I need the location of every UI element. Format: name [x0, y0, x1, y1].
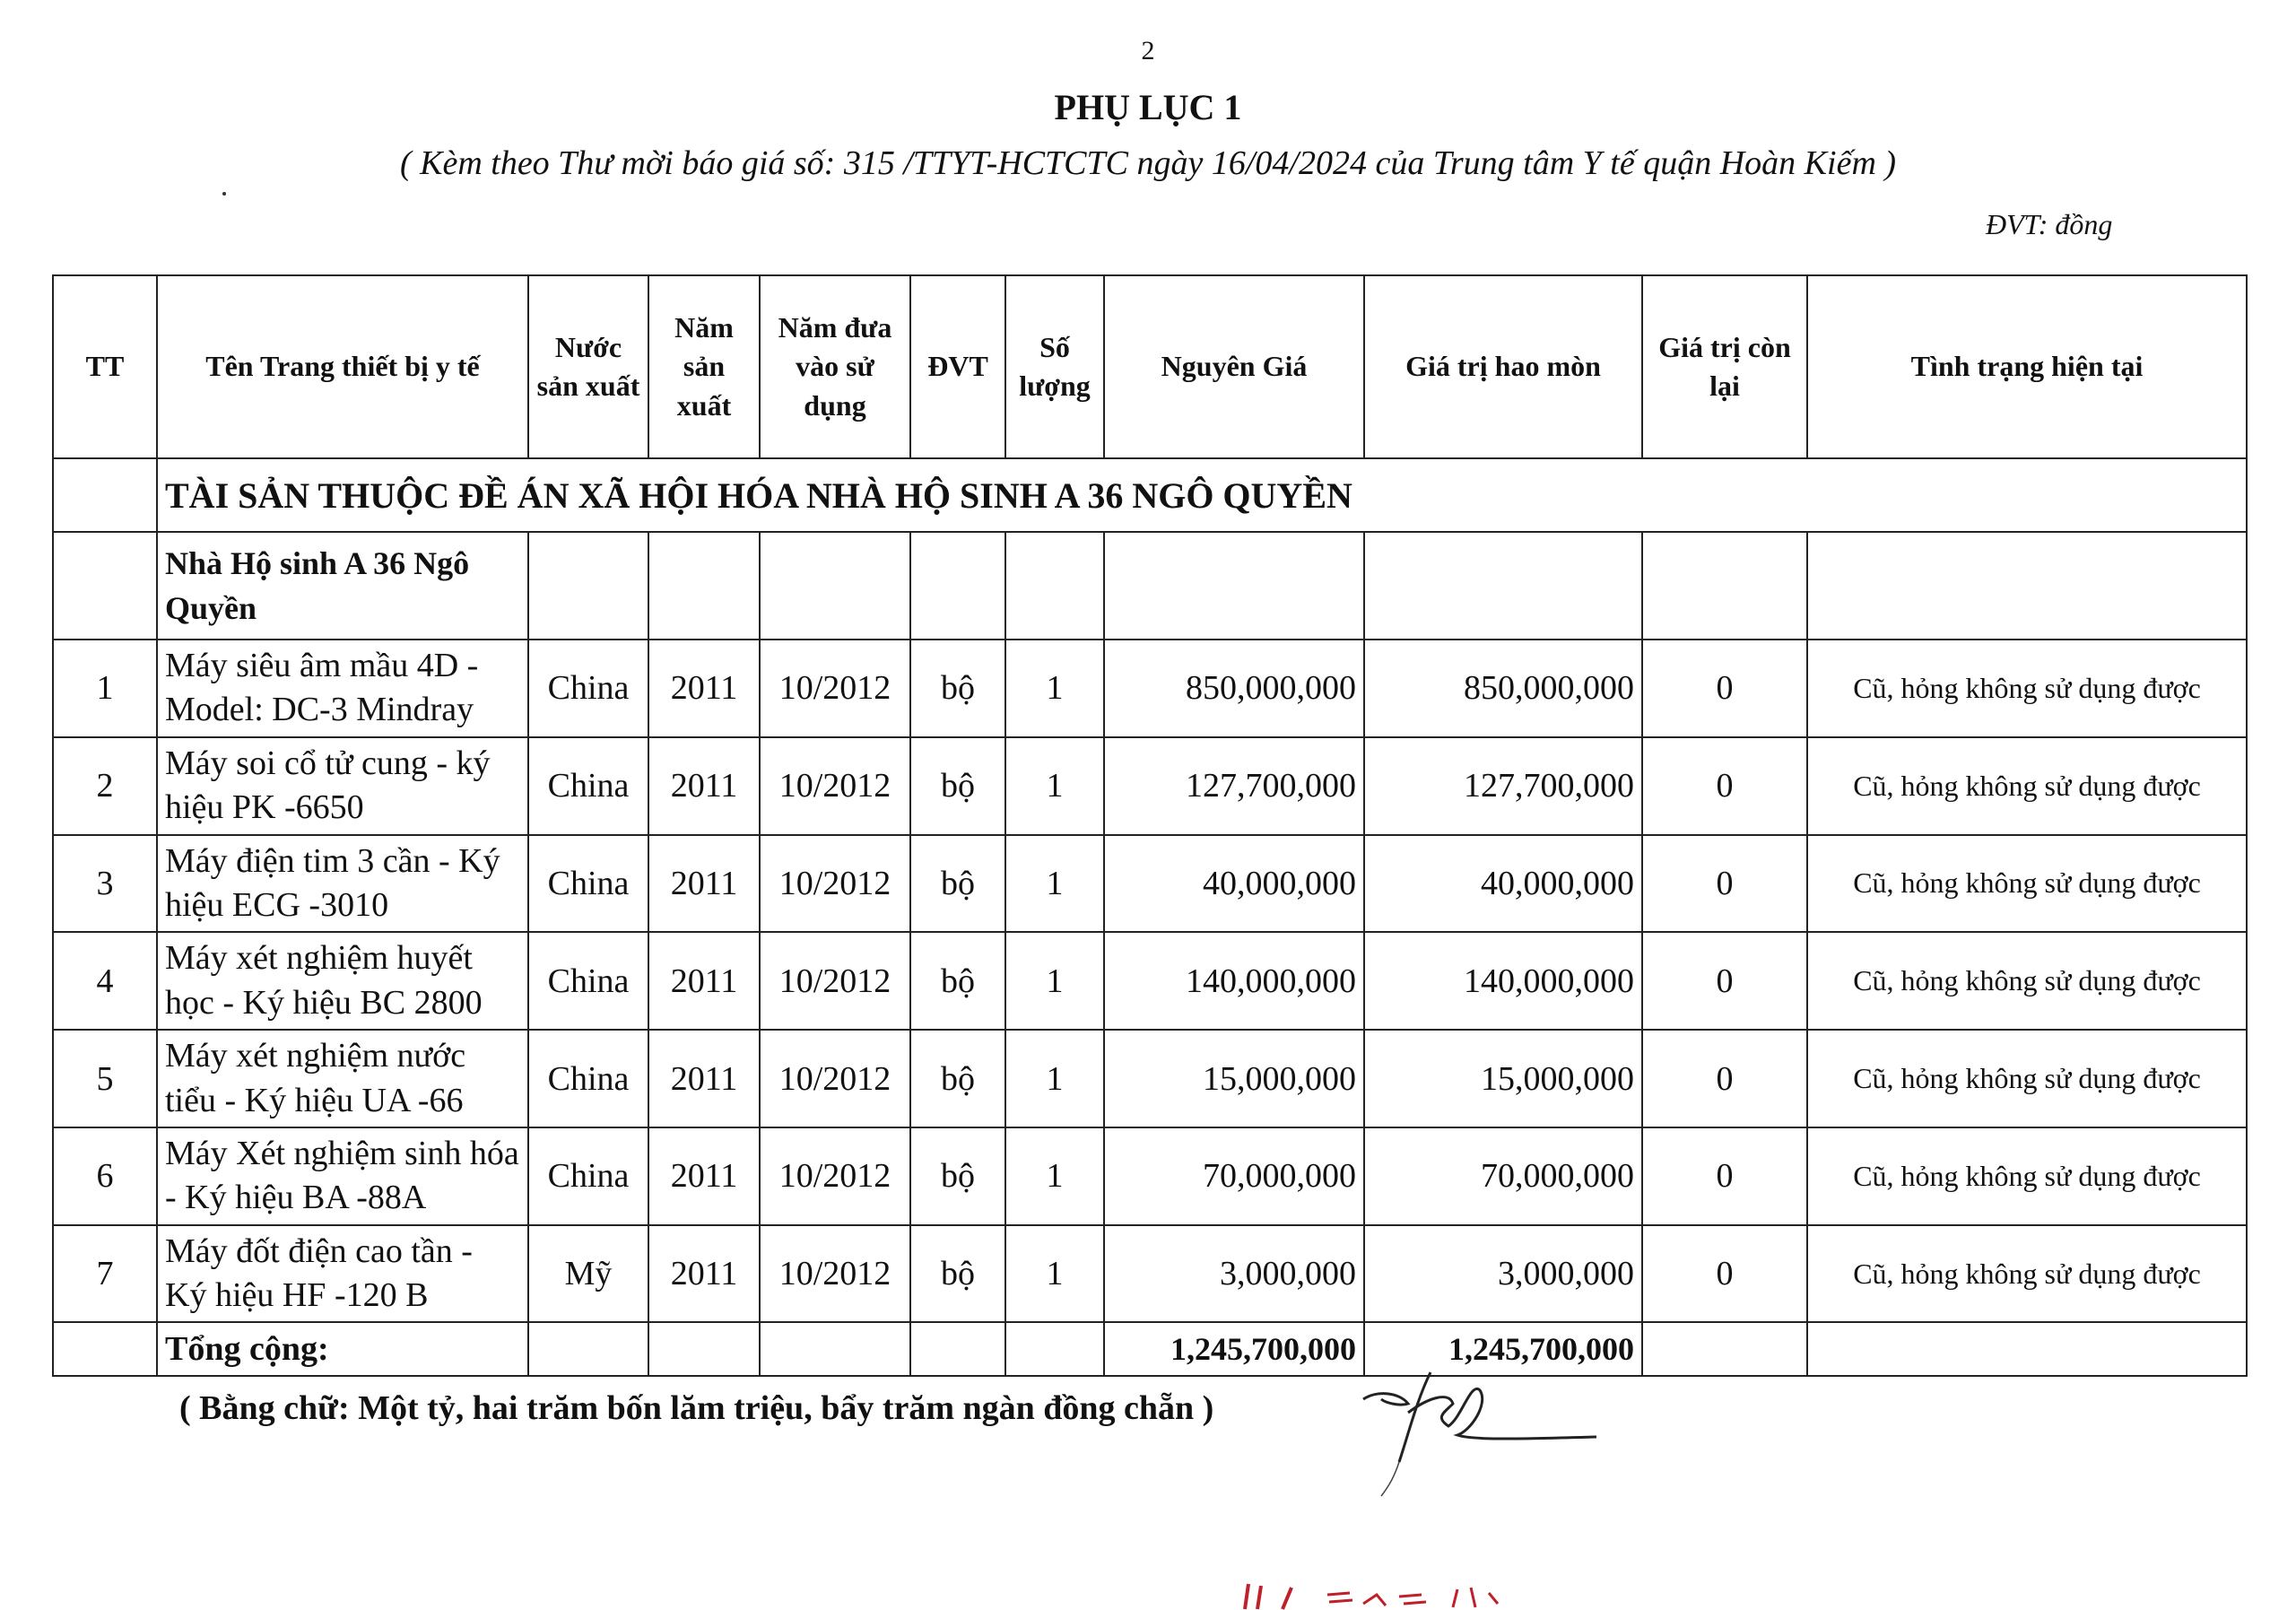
group-title: Nhà Hộ sinh A 36 Ngô Quyền: [157, 532, 528, 640]
cell-status: Cũ, hỏng không sử dụng được: [1807, 1030, 2247, 1127]
cell-status: Cũ, hỏng không sử dụng được: [1807, 932, 2247, 1030]
header-tt: TT: [53, 275, 157, 458]
cell-tt: 7: [53, 1225, 157, 1323]
cell-name: Máy xét nghiệm nước tiểu - Ký hiệu UA -66: [157, 1030, 528, 1127]
table-row: [53, 640, 2247, 737]
document-subtitle: ( Kèm theo Thư mời báo giá số: 315 /TTYT-HCTCTC ngày 16/04/2024 của Trung tâm Y tế quận Hoàn Kiếm ): [399, 144, 1897, 182]
cell-origin: China: [528, 932, 648, 1030]
header-year-made: Năm sản xuất: [648, 275, 760, 458]
table-row: [53, 737, 2247, 835]
cell-origin: China: [528, 737, 648, 835]
cell-remaining: 0: [1642, 1225, 1807, 1323]
cell-year-used: 10/2012: [760, 835, 910, 933]
section-row: [53, 458, 2247, 532]
cell-origin: China: [528, 1127, 648, 1225]
cell-depreciation: 3,000,000: [1364, 1225, 1642, 1323]
header-remaining: Giá trị còn lại: [1642, 275, 1807, 458]
handwritten-signature: [1345, 1363, 1614, 1498]
cell-year-made: 2011: [648, 1030, 760, 1127]
cell-unit: bộ: [910, 737, 1005, 835]
header-original-price: Nguyên Giá: [1104, 275, 1364, 458]
cell-qty: 1: [1005, 1225, 1104, 1323]
cell-remaining: 0: [1642, 640, 1807, 737]
header-depreciation: Giá trị hao mòn: [1364, 275, 1642, 458]
asset-table: [52, 274, 2248, 1377]
cell-name: Máy điện tim 3 cần - Ký hiệu ECG -3010: [157, 835, 528, 933]
cell-tt: 5: [53, 1030, 157, 1127]
cell-original-price: 15,000,000: [1104, 1030, 1364, 1127]
cell-year-made: 2011: [648, 932, 760, 1030]
cell-name: Máy xét nghiệm huyết học - Ký hiệu BC 2800: [157, 932, 528, 1030]
cell-original-price: 850,000,000: [1104, 640, 1364, 737]
cell-year-made: 2011: [648, 640, 760, 737]
cell-original-price: 127,700,000: [1104, 737, 1364, 835]
cell-depreciation: 850,000,000: [1364, 640, 1642, 737]
cell-year-used: 10/2012: [760, 932, 910, 1030]
header-unit: ĐVT: [910, 275, 1005, 458]
cell-tt: 2: [53, 737, 157, 835]
section-empty-cell: [53, 458, 157, 532]
cell-name: Máy đốt điện cao tần - Ký hiệu HF -120 B: [157, 1225, 528, 1323]
table-row: [53, 1127, 2247, 1225]
table-header-row: [53, 275, 2247, 458]
table-row: [53, 932, 2247, 1030]
cell-remaining: 0: [1642, 737, 1807, 835]
cell-origin: Mỹ: [528, 1225, 648, 1323]
cell-tt: 6: [53, 1127, 157, 1225]
amount-in-words: ( Bằng chữ: Một tỷ, hai trăm bốn lăm triệu, bẩy trăm ngàn đồng chẵn ): [179, 1389, 1214, 1427]
cell-unit: bộ: [910, 835, 1005, 933]
cell-remaining: 0: [1642, 1030, 1807, 1127]
cell-tt: 3: [53, 835, 157, 933]
cell-year-made: 2011: [648, 737, 760, 835]
cell-remaining: 0: [1642, 932, 1807, 1030]
table-row: [53, 1225, 2247, 1323]
header-status: Tình trạng hiện tại: [1807, 275, 2247, 458]
appendix-title: PHỤ LỤC 1: [1054, 87, 1242, 127]
cell-tt: 1: [53, 640, 157, 737]
cell-origin: China: [528, 835, 648, 933]
cell-status: Cũ, hỏng không sử dụng được: [1807, 640, 2247, 737]
cell-year-used: 10/2012: [760, 737, 910, 835]
cell-unit: bộ: [910, 1030, 1005, 1127]
red-stamp-mark: [1229, 1577, 1516, 1610]
cell-name: Máy Xét nghiệm sinh hóa - Ký hiệu BA -88A: [157, 1127, 528, 1225]
cell-qty: 1: [1005, 932, 1104, 1030]
page-number: 2: [1141, 36, 1155, 65]
cell-qty: 1: [1005, 1030, 1104, 1127]
cell-origin: China: [528, 640, 648, 737]
group-row: [53, 532, 2247, 640]
header-name: Tên Trang thiết bị y tế: [157, 275, 528, 458]
currency-unit-label: ĐVT: đồng: [1986, 208, 2113, 240]
cell-name: Máy siêu âm mầu 4D - Model: DC-3 Mindray: [157, 640, 528, 737]
cell-qty: 1: [1005, 835, 1104, 933]
cell-year-made: 2011: [648, 835, 760, 933]
cell-status: Cũ, hỏng không sử dụng được: [1807, 737, 2247, 835]
total-row: [53, 1322, 2247, 1376]
cell-remaining: 0: [1642, 835, 1807, 933]
table-row: [53, 1030, 2247, 1127]
total-label: Tổng cộng:: [157, 1322, 528, 1376]
cell-year-made: 2011: [648, 1127, 760, 1225]
cell-unit: bộ: [910, 1225, 1005, 1323]
cell-year-used: 10/2012: [760, 1127, 910, 1225]
cell-original-price: 3,000,000: [1104, 1225, 1364, 1323]
cell-depreciation: 40,000,000: [1364, 835, 1642, 933]
cell-status: Cũ, hỏng không sử dụng được: [1807, 835, 2247, 933]
header-qty: Số lượng: [1005, 275, 1104, 458]
cell-status: Cũ, hỏng không sử dụng được: [1807, 1127, 2247, 1225]
cell-unit: bộ: [910, 640, 1005, 737]
cell-original-price: 70,000,000: [1104, 1127, 1364, 1225]
total-original-price: 1,245,700,000: [1104, 1322, 1364, 1376]
header-origin: Nước sản xuất: [528, 275, 648, 458]
cell-qty: 1: [1005, 737, 1104, 835]
cell-depreciation: 140,000,000: [1364, 932, 1642, 1030]
cell-origin: China: [528, 1030, 648, 1127]
cell-remaining: 0: [1642, 1127, 1807, 1225]
cell-year-used: 10/2012: [760, 1225, 910, 1323]
section-title: TÀI SẢN THUỘC ĐỀ ÁN XÃ HỘI HÓA NHÀ HỘ SINH A 36 NGÔ QUYỀN: [157, 458, 2247, 532]
total-depreciation: 1,245,700,000: [1364, 1322, 1642, 1376]
cell-depreciation: 70,000,000: [1364, 1127, 1642, 1225]
cell-name: Máy soi cổ tử cung - ký hiệu PK -6650: [157, 737, 528, 835]
cell-unit: bộ: [910, 1127, 1005, 1225]
cell-year-used: 10/2012: [760, 1030, 910, 1127]
cell-year-made: 2011: [648, 1225, 760, 1323]
cell-status: Cũ, hỏng không sử dụng được: [1807, 1225, 2247, 1323]
table-row: [53, 835, 2247, 933]
cell-tt: 4: [53, 932, 157, 1030]
cell-depreciation: 15,000,000: [1364, 1030, 1642, 1127]
cell-original-price: 40,000,000: [1104, 835, 1364, 933]
cell-unit: bộ: [910, 932, 1005, 1030]
header-year-used: Năm đưa vào sử dụng: [760, 275, 910, 458]
cell-qty: 1: [1005, 1127, 1104, 1225]
cell-depreciation: 127,700,000: [1364, 737, 1642, 835]
cell-qty: 1: [1005, 640, 1104, 737]
cell-year-used: 10/2012: [760, 640, 910, 737]
stray-dot-mark: [222, 192, 226, 196]
cell-original-price: 140,000,000: [1104, 932, 1364, 1030]
